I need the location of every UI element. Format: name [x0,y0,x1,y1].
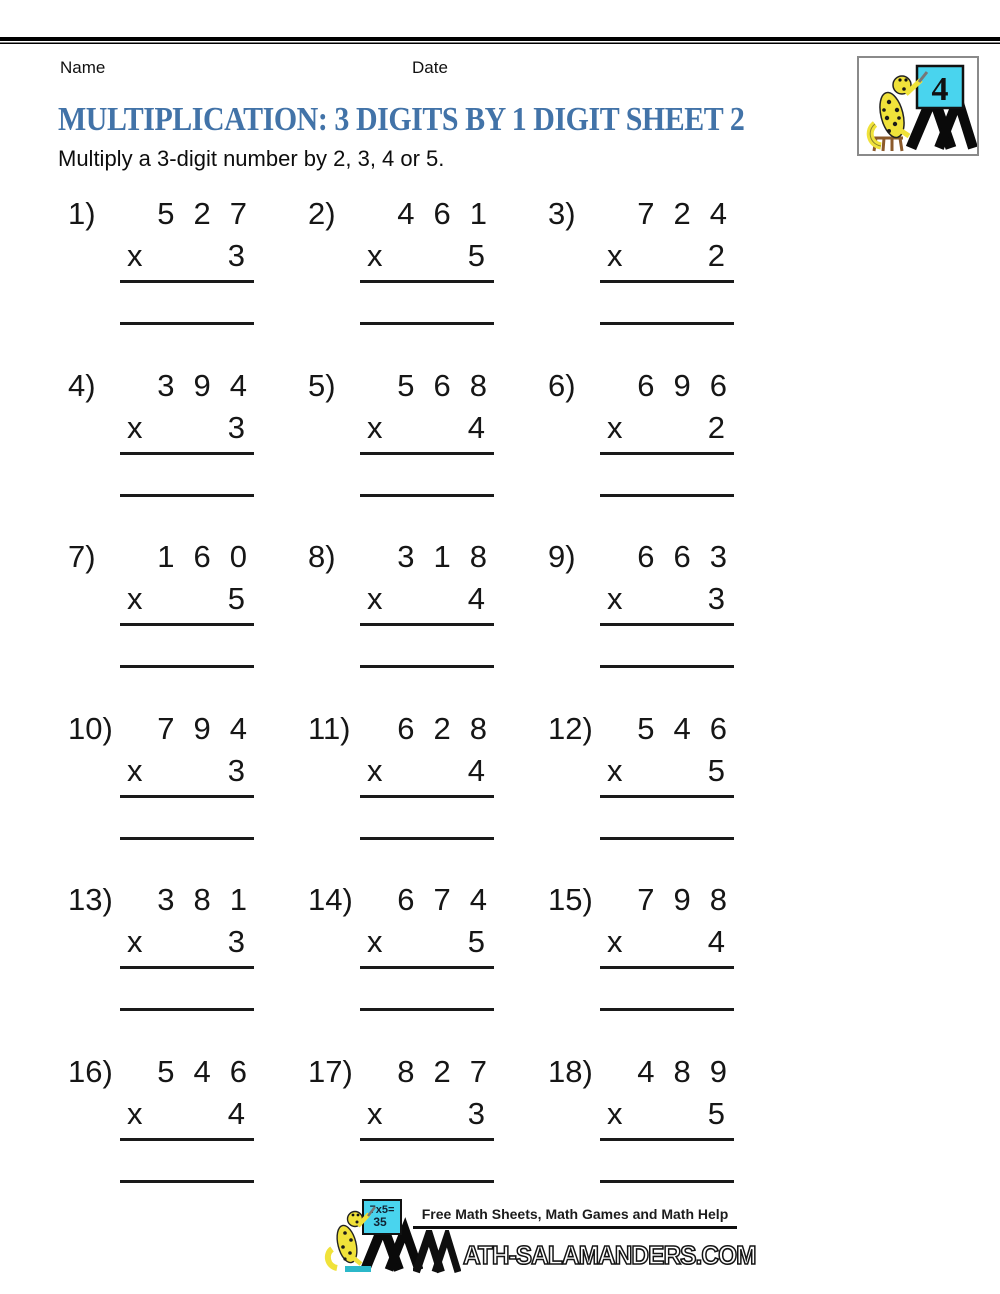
multiplicand-digits [157,1054,247,1090]
multiplier-digit: 3 [467,1095,485,1131]
working-line [120,966,254,969]
multiply-sign: x [607,1095,623,1131]
digit: 9 [193,367,211,403]
digit: 7 [157,710,175,746]
problem-number: 8) [308,539,336,574]
site-name: ATH-SALAMANDERS.COM [463,1240,756,1270]
page-title: MULTIPLICATION: 3 DIGITS BY 1 DIGIT SHEET 2 [58,101,745,138]
digit: 3 [157,367,175,403]
digit: 2 [673,196,691,231]
answer-line [360,1008,494,1011]
digit: 4 [229,367,247,403]
multiplier-digit: 5 [467,924,485,959]
digit: 4 [709,196,727,231]
digit: 6 [709,710,727,746]
multiply-sign: x [127,924,143,959]
problem-number: 17) [308,1053,353,1089]
digit: 9 [193,710,211,746]
working-line [360,966,494,969]
multiply-sign: x [127,1095,143,1131]
multiplicand-digits [637,368,727,404]
digit: 9 [673,882,691,917]
digit: 7 [637,196,655,231]
footer-salamander-graphic [323,1196,423,1276]
multiplicand-digits [637,539,727,575]
answer-line [600,322,734,325]
working-line [120,795,254,798]
digit: 1 [229,882,247,917]
multiply-sign: x [367,409,383,445]
answer-line [120,1008,254,1011]
multiplier-digit: 4 [467,752,485,788]
problem-number: 5) [308,367,336,403]
problem-number: 10) [68,710,113,746]
problem-number: 15) [548,882,593,917]
name-label: Name [60,58,106,77]
footer-wordmark [413,1196,756,1274]
multiplier-digit: 4 [227,1095,245,1131]
problem-number: 14) [308,882,353,917]
digit: 6 [193,539,211,574]
digit: 3 [157,882,175,917]
problem-number: 9) [548,539,576,574]
problem-number: 12) [548,710,593,746]
problem [540,539,780,710]
digit: 3 [397,539,415,574]
problem [300,368,540,539]
badge-number: 4 [931,71,949,108]
multiply-sign: x [367,1095,383,1131]
board-equation: 7x5= [369,1204,395,1216]
multiplicand-digits [397,882,487,918]
working-line [600,452,734,455]
problem [60,539,300,710]
digit: 8 [673,1053,691,1089]
digit: 7 [469,1053,487,1089]
working-line [360,795,494,798]
digit: 8 [397,1053,415,1089]
digit: 8 [469,710,487,746]
digit: 6 [433,196,451,231]
working-line [600,623,734,626]
answer-line [600,665,734,668]
multiplicand-digits [637,711,727,747]
digit: 6 [433,367,451,403]
multiplier-digit: 2 [707,238,725,273]
footer-rule [413,1226,737,1229]
answer-line [120,322,254,325]
multiplicand-digits [157,711,247,747]
digit: 7 [229,196,247,231]
answer-line [120,494,254,497]
problems-grid [60,196,780,1225]
multiplicand-digits [157,196,247,232]
working-line [360,280,494,283]
digit: 6 [397,710,415,746]
multiply-sign: x [607,752,623,788]
digit: 6 [229,1053,247,1089]
multiplicand-digits [397,539,487,575]
working-line [120,280,254,283]
footer-logo [323,1196,756,1276]
digit: 1 [157,539,175,574]
problem-number: 6) [548,367,576,403]
problem-number: 2) [308,196,336,231]
digit: 4 [397,196,415,231]
multiply-sign: x [607,924,623,959]
digit: 9 [709,1053,727,1089]
answer-line [360,837,494,840]
working-line [600,966,734,969]
digit: 6 [637,367,655,403]
multiplier-digit: 5 [467,238,485,273]
answer-line [600,1180,734,1183]
answer-line [360,1180,494,1183]
multiplier-digit: 3 [707,581,725,616]
digit: 5 [157,196,175,231]
multiplier-digit: 5 [707,1095,725,1131]
multiplier-digit: 3 [227,924,245,959]
answer-line [120,837,254,840]
multiplier-digit: 2 [707,409,725,445]
board-answer: 35 [373,1215,387,1229]
salamander-badge-graphic [859,58,977,154]
problem [540,882,780,1053]
problem [60,882,300,1053]
multiplicand-digits [637,882,727,918]
multiplicand-digits [157,882,247,918]
multiply-sign: x [607,581,623,616]
problem [300,196,540,367]
digit: 6 [637,539,655,574]
digit: 9 [673,367,691,403]
digit: 4 [673,710,691,746]
problem-number: 11) [308,710,351,746]
digit: 2 [433,1053,451,1089]
multiplier-digit: 3 [227,409,245,445]
digit: 7 [433,882,451,917]
multiply-sign: x [367,752,383,788]
problem [540,196,780,367]
answer-line [120,1180,254,1183]
digit: 8 [193,882,211,917]
date-label: Date [412,58,448,77]
working-line [360,452,494,455]
problem [60,368,300,539]
multiply-sign: x [127,238,143,273]
multiplier-digit: 5 [227,581,245,616]
multiply-sign: x [367,238,383,273]
sheet-number-badge [857,56,979,156]
digit: 4 [193,1053,211,1089]
digit: 4 [469,882,487,917]
digit: 5 [397,367,415,403]
problem [300,539,540,710]
digit: 3 [709,539,727,574]
multiplicand-digits [397,711,487,747]
problem-number: 3) [548,196,576,231]
working-line [600,795,734,798]
multiplicand-digits [397,368,487,404]
working-line [120,1138,254,1141]
digit: 6 [397,882,415,917]
digit: 0 [229,539,247,574]
problem [60,711,300,882]
problem-number: 13) [68,882,113,917]
working-line [120,452,254,455]
problem [300,882,540,1053]
multiply-sign: x [607,409,623,445]
working-line [360,1138,494,1141]
multiplier-digit: 5 [707,752,725,788]
multiplicand-digits [637,1054,727,1090]
problem [60,1054,300,1225]
digit: 8 [709,882,727,917]
answer-line [360,665,494,668]
working-line [360,623,494,626]
multiplier-digit: 4 [467,581,485,616]
digit: 6 [709,367,727,403]
problem-number: 18) [548,1053,593,1089]
multiplier-digit: 3 [227,752,245,788]
digit: 7 [637,882,655,917]
working-line [600,1138,734,1141]
answer-line [600,1008,734,1011]
multiply-sign: x [367,924,383,959]
digit: 8 [469,539,487,574]
multiplier-digit: 4 [467,409,485,445]
multiply-sign: x [607,238,623,273]
answer-line [360,494,494,497]
answer-line [600,837,734,840]
digit: 5 [637,710,655,746]
digit: 6 [673,539,691,574]
multiplier-digit: 3 [227,238,245,273]
m-logo-icon [413,1230,461,1274]
problem [300,711,540,882]
problem-number: 1) [68,196,96,231]
multiply-sign: x [127,752,143,788]
digit: 5 [157,1053,175,1089]
multiplicand-digits [157,539,247,575]
problem [540,368,780,539]
stool-icon [345,1266,371,1272]
digit: 1 [469,196,487,231]
problem-number: 4) [68,367,96,403]
multiplier-digit: 4 [707,924,725,959]
digit: 4 [637,1053,655,1089]
digit: 8 [469,367,487,403]
multiplicand-digits [397,196,487,232]
top-rule [0,37,1000,45]
multiplicand-digits [397,1054,487,1090]
working-line [600,280,734,283]
multiply-sign: x [127,409,143,445]
footer-tagline: Free Math Sheets, Math Games and Math Help [421,1206,729,1222]
multiplicand-digits [157,368,247,404]
digit: 1 [433,539,451,574]
answer-line [120,665,254,668]
problem [540,711,780,882]
problem-number: 7) [68,539,96,574]
multiply-sign: x [367,581,383,616]
multiplicand-digits [637,196,727,232]
working-line [120,623,254,626]
answer-line [360,322,494,325]
page-subtitle: Multiply a 3-digit number by 2, 3, 4 or 5. [58,146,445,171]
digit: 4 [229,710,247,746]
multiply-sign: x [127,581,143,616]
problem [60,196,300,367]
answer-line [600,494,734,497]
digit: 2 [433,710,451,746]
digit: 2 [193,196,211,231]
problem-number: 16) [68,1053,113,1089]
